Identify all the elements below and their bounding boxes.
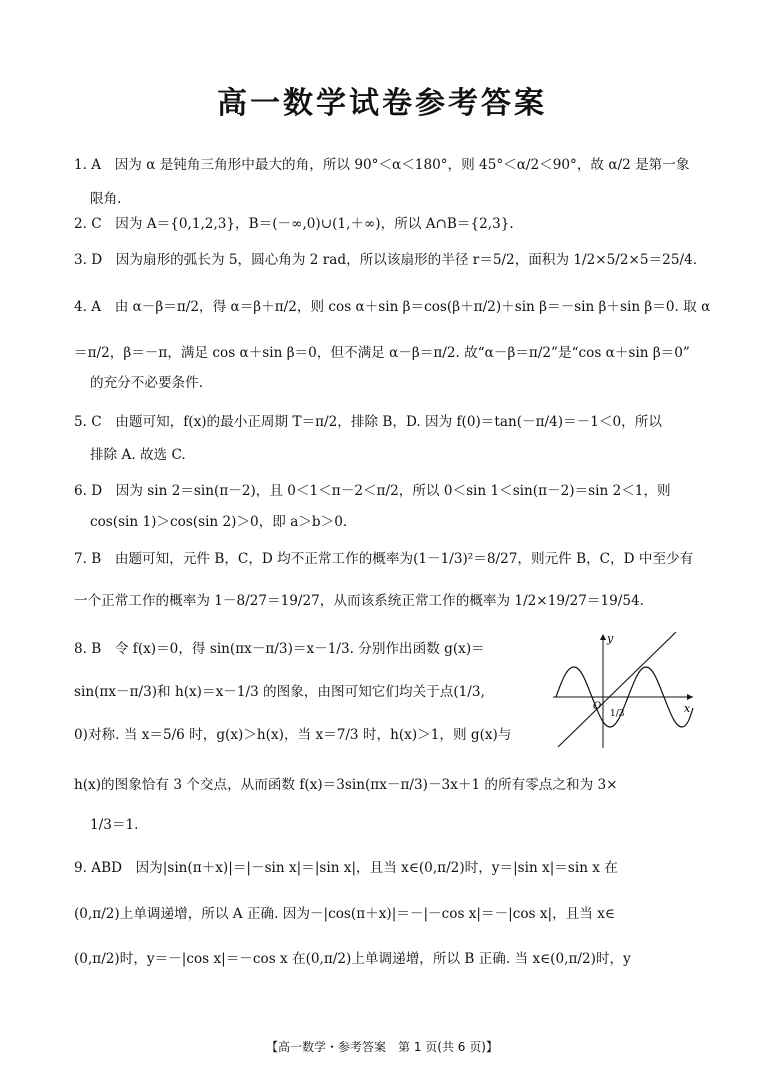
- answer-line: (0,π/2)上单调递增，所以 A 正确. 因为－|cos(π＋x)|＝－|－cos x|＝－|cos x|，且当 x∈: [74, 906, 615, 922]
- answer-line: 3. D 因为扇形的弧长为 5，圆心角为 2 rad，所以该扇形的半径 r＝5/2，面积为 1/2×5/2×5＝25/4.: [74, 252, 698, 268]
- answer-line: 1. A 因为 α 是钝角三角形中最大的角，所以 90°＜α＜180°，则 45°＜α/2＜90°，故 α/2 是第一象: [74, 157, 690, 173]
- answer-line: 8. B 令 f(x)＝0，得 sin(πx－π/3)＝x－1/3. 分别作出函数 g(x)＝: [74, 641, 485, 657]
- answer-line: 9. ABD 因为|sin(π＋x)|＝|－sin x|＝|sin x|，且当 x∈(0,π/2)时，y＝|sin x|＝sin x 在: [74, 860, 618, 876]
- x-axis-label: x: [684, 702, 691, 715]
- answer-line: h(x)的图象恰有 3 个交点，从而函数 f(x)＝3sin(πx－π/3)－3x＋1 的所有零点之和为 3×: [74, 777, 618, 793]
- answer-line: 1/3＝1.: [90, 817, 139, 833]
- answer-line: 5. C 由题可知，f(x)的最小正周期 T＝π/2，排除 B，D. 因为 f(0)＝tan(－π/4)＝－1＜0，所以: [74, 414, 662, 430]
- answer-line: ＝π/2，β＝－π，满足 cos α＋sin β＝0，但不满足 α－β＝π/2. 故“α－β＝π/2”是“cos α＋sin β＝0”: [74, 345, 690, 361]
- answer-line: 0)对称. 当 x＝5/6 时，g(x)＞h(x)，当 x＝7/3 时，h(x)＞1，则 g(x)与: [74, 727, 512, 743]
- origin-label: O: [593, 701, 602, 712]
- y-axis-arrow-icon: [600, 634, 606, 640]
- page-title: 高一数学试卷参考答案: [217, 86, 547, 121]
- x-axis-arrow-icon: [687, 694, 693, 700]
- answer-line: 4. A 由 α－β＝π/2，得 α＝β＋π/2，则 cos α＋sin β＝cos(β＋π/2)＋sin β＝－sin β＋sin β＝0. 取 α: [74, 299, 711, 315]
- page-footer: 【高一数学・参考答案 第 1 页(共 6 页)】: [266, 1040, 498, 1054]
- answer-line: 一个正常工作的概率为 1－8/27＝19/27，从而该系统正常工作的概率为 1/2×19/27＝19/54.: [74, 593, 644, 609]
- y-axis-label: y: [607, 632, 614, 645]
- answer-line: 6. D 因为 sin 2＝sin(π－2)，且 0＜1＜π－2＜π/2，所以 0＜sin 1＜sin(π－2)＝sin 2＜1，则: [74, 483, 671, 499]
- answer-line: cos(sin 1)＞cos(sin 2)＞0，即 a＞b＞0.: [90, 514, 348, 530]
- function-graph: [548, 630, 698, 755]
- answer-line: 的充分不必要条件.: [90, 375, 204, 391]
- line-h-graph: [558, 632, 676, 747]
- answer-line: (0,π/2)时，y＝－|cos x|＝－cos x 在(0,π/2)上单调递增，所以 B 正确. 当 x∈(0,π/2)时，y: [74, 951, 631, 967]
- answer-line: 7. B 由题可知，元件 B，C，D 均不正常工作的概率为(1－1/3)²＝8/27，则元件 B，C，D 中至少有: [74, 551, 694, 567]
- tick-label: 1/3: [610, 709, 625, 719]
- answer-line: 限角.: [90, 191, 122, 207]
- answer-line: 2. C 因为 A＝{0,1,2,3}，B＝(－∞,0)∪(1,＋∞)，所以 A∩B＝{2,3}.: [74, 216, 514, 232]
- answer-line: sin(πx－π/3)和 h(x)＝x－1/3 的图象，由图可知它们均关于点(1/3,: [74, 684, 485, 700]
- answer-line: 排除 A. 故选 C.: [90, 447, 186, 463]
